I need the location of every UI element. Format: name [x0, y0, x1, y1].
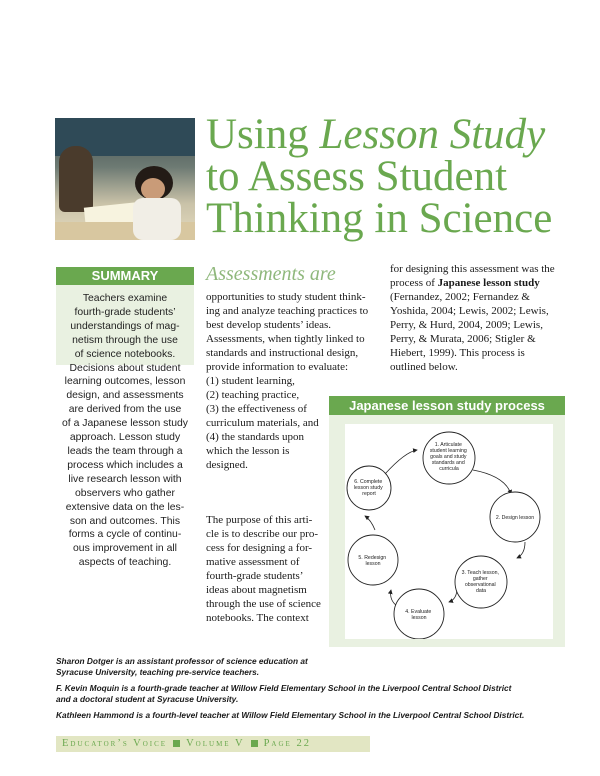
body-column-1-continued: The purpose of this arti- cle is to describe our pro- cess for designing a for- mative assessment of fourth-grade students’ ideas about magnetism through the use of science notebooks. The context — [206, 514, 321, 624]
arrow-1-to-2 — [473, 470, 511, 494]
arrow-2-to-3 — [517, 542, 525, 558]
arrow-3-to-4 — [449, 588, 457, 602]
body-column-1: opportunities to study student think- ing and analyze teaching practices to best develop students’ ideas. Assessments, when tightly linked to standards and instructional design, provide information to evaluate: (1) student learning, (2) teaching practice, (3) the effectiveness of curriculum materials, and (4) the standards upon which the lesson is designed. — [206, 291, 369, 471]
article-title: Using Lesson Study to Assess Student Thinking in Science — [206, 111, 553, 242]
node-1-label: 1. Articulate student learning goals and study standards and curricula — [429, 442, 467, 472]
node-2-label: 2. Design lesson — [495, 515, 535, 521]
diagram-heading: Japanese lesson study process — [329, 396, 565, 415]
summary-heading: SUMMARY — [56, 267, 194, 285]
footer-separator — [173, 740, 180, 747]
footer-separator — [251, 740, 258, 747]
classroom-photo — [55, 118, 195, 240]
node-6-label: 6. Complete lesson study report — [353, 479, 383, 497]
footer-text: Educator’s Voice Volume V Page 22 — [62, 738, 311, 749]
node-3-label: 3. Teach lesson, gather observational data — [461, 570, 499, 594]
body-column-2: for designing this assessment was the process of Japanese lesson study (Fernandez, 2002; Fernandez & Yoshida, 2004; Lewis, 2002; Lewis, Perry, & Hurd, 2004, 2009; Lewis, Perry, & Murata, 2006; Stigler & Hiebert, 1999). This process is outlined below. — [390, 263, 555, 373]
author-note-dotger: Sharon Dotger is an assistant professor of science education at Syracuse University, teaching pre-service teachers. — [56, 656, 308, 677]
author-note-hammond: Kathleen Hammond is a fourth-level teacher at Willow Field Elementary School in the Liverpool Central School District. — [56, 710, 525, 720]
summary-text: Teachers examine fourth-grade students’ understandings of mag- netism through the use of science notebooks. Decisions about student learning outcomes, lesson design, and assessments are derived from the use of a Japanese lesson study approach. Lesson study leads the team through a process which includes a live research lesson with observers who gather extensive data on the les- son and outcomes. This forms a cycle of continu- ous improvement in all aspects of teaching. — [62, 293, 188, 569]
node-4-label: 4. Evaluate lesson — [405, 609, 432, 621]
arrow-5-to-6 — [365, 516, 375, 530]
arrow-6-to-1 — [385, 450, 417, 474]
author-notes — [56, 656, 566, 726]
lead-in: Assessments are — [206, 263, 336, 285]
author-note-moquin: F. Kevin Moquin is a fourth-grade teacher at Willow Field Elementary School in the Liverpool Central School District and a doctoral student at Syracuse University. — [56, 683, 512, 704]
node-5-label: 5. Redesign lesson — [358, 555, 387, 567]
lesson-study-cycle-diagram — [345, 424, 553, 639]
